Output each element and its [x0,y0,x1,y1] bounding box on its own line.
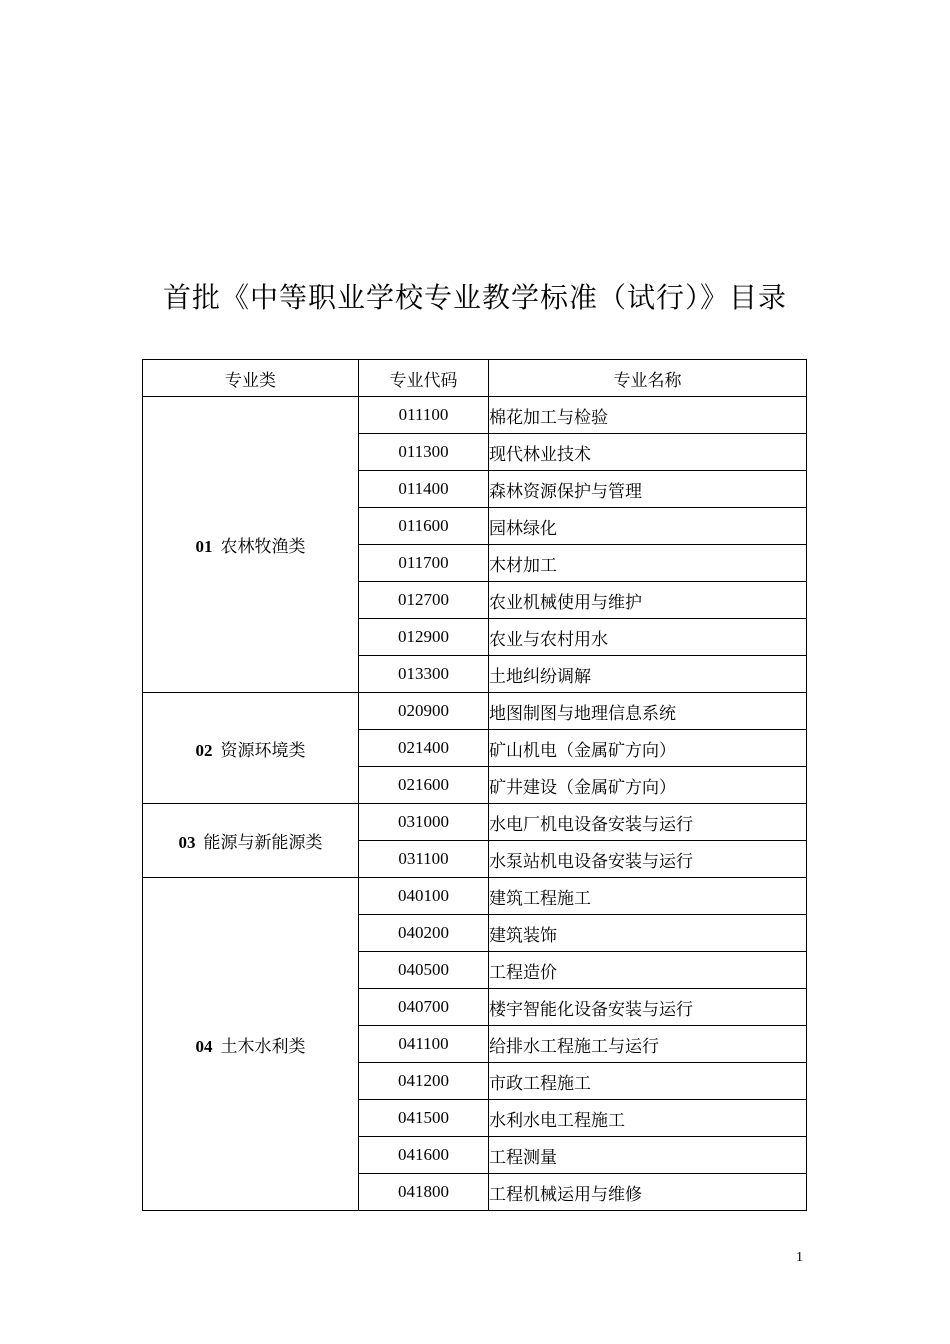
category-number: 01 [195,537,213,556]
header-code: 专业代码 [359,360,489,397]
major-name-cell: 建筑装饰 [489,915,807,952]
category-number: 03 [178,833,196,852]
major-name-cell: 土地纠纷调解 [489,656,807,693]
major-code-cell: 011600 [359,508,489,545]
major-name-cell: 楼宇智能化设备安装与运行 [489,989,807,1026]
table-header-row [143,360,807,397]
category-label: 能源与新能源类 [203,833,323,853]
major-name-cell: 工程测量 [489,1137,807,1174]
major-code-cell: 031000 [359,804,489,841]
header-name: 专业名称 [489,360,807,397]
major-name-cell: 建筑工程施工 [489,878,807,915]
major-code-cell: 040100 [359,878,489,915]
major-code-cell: 041100 [359,1026,489,1063]
table-row [143,878,807,915]
major-name-cell: 水电厂机电设备安装与运行 [489,804,807,841]
table-row [143,804,807,841]
major-code-cell: 011100 [359,397,489,434]
major-code-cell: 020900 [359,693,489,730]
major-code-cell: 040500 [359,952,489,989]
major-name-cell: 棉花加工与检验 [489,397,807,434]
major-name-cell: 木材加工 [489,545,807,582]
major-code-cell: 021400 [359,730,489,767]
category-label: 土木水利类 [220,1036,306,1057]
major-code-cell: 021600 [359,767,489,804]
category-label: 农林牧渔类 [220,537,306,557]
major-name-cell: 水泵站机电设备安装与运行 [489,841,807,878]
major-code-cell: 040200 [359,915,489,952]
major-name-cell: 工程造价 [489,952,807,989]
major-name-cell: 给排水工程施工与运行 [489,1026,807,1063]
page-number: 1 [796,1250,803,1265]
major-name-cell: 园林绿化 [489,508,807,545]
table-row [143,693,807,730]
category-cell [143,693,359,804]
major-code-cell: 031100 [359,841,489,878]
document-title: 首批《中等职业学校专业教学标准（试行）》目录 [162,281,787,314]
major-name-cell: 工程机械运用与维修 [489,1174,807,1211]
major-code-cell: 012700 [359,582,489,619]
major-code-cell: 013300 [359,656,489,693]
category-label: 资源环境类 [220,740,306,761]
major-code-cell: 012900 [359,619,489,656]
major-code-cell: 041200 [359,1063,489,1100]
category-cell [143,804,359,878]
major-code-cell: 040700 [359,989,489,1026]
major-name-cell: 农业与农村用水 [489,619,807,656]
catalog-body [143,397,807,1211]
major-name-cell: 森林资源保护与管理 [489,471,807,508]
major-name-cell: 现代林业技术 [489,434,807,471]
major-code-cell: 041600 [359,1137,489,1174]
major-code-cell: 011700 [359,545,489,582]
major-code-cell: 041800 [359,1174,489,1211]
category-cell [143,878,359,1211]
major-name-cell: 地图制图与地理信息系统 [489,693,807,730]
category-number: 02 [195,740,213,760]
catalog-table [142,359,807,1211]
header-category: 专业类 [143,360,359,397]
major-code-cell: 011300 [359,434,489,471]
major-name-cell: 水利水电工程施工 [489,1100,807,1137]
major-code-cell: 011400 [359,471,489,508]
table-row [143,397,807,434]
major-code-cell: 041500 [359,1100,489,1137]
category-number: 04 [195,1036,213,1056]
category-cell [143,397,359,693]
major-name-cell: 矿井建设（金属矿方向） [489,767,807,804]
major-name-cell: 农业机械使用与维护 [489,582,807,619]
major-name-cell: 矿山机电（金属矿方向） [489,730,807,767]
major-name-cell: 市政工程施工 [489,1063,807,1100]
